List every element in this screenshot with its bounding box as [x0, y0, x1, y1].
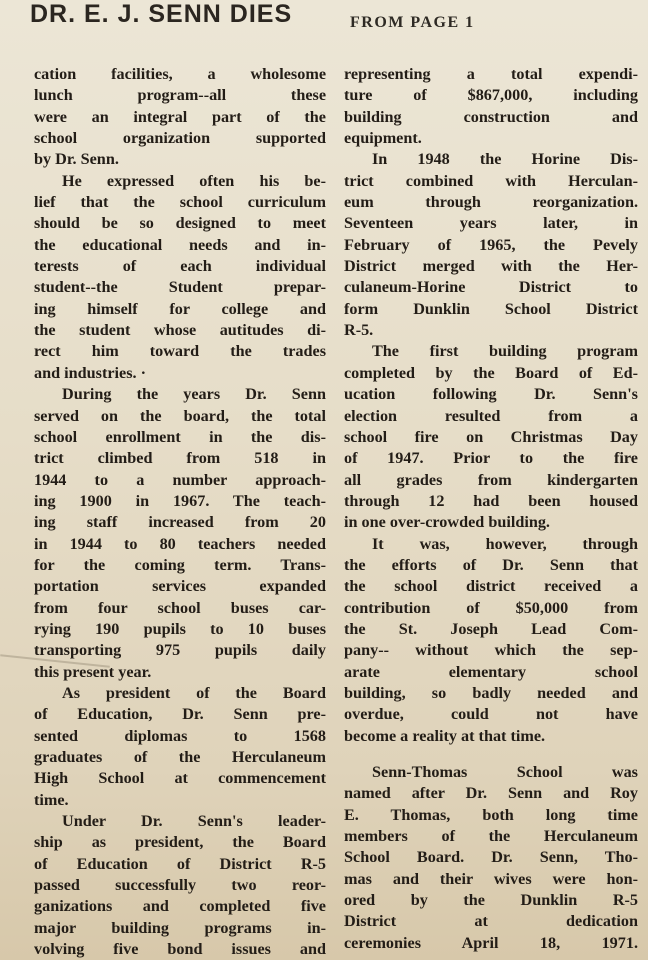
text-line: the student whose autitudes di- — [34, 321, 326, 340]
text-line: the St. Joseph Lead Com- — [344, 619, 638, 638]
text-line: passed successfully two reor- — [34, 876, 326, 895]
text-line: ing himself for college and — [34, 299, 326, 318]
article-column-right — [344, 64, 638, 954]
text-line: ture of $867,000, including — [344, 86, 638, 105]
text-line: in one over-crowded building. — [344, 513, 550, 532]
text-line: ucation following Dr. Senn's — [344, 385, 638, 404]
text-line: contribution of $50,000 from — [344, 598, 638, 617]
text-line: completed by the Board of Ed- — [344, 363, 638, 382]
text-line: become a reality at that time. — [344, 726, 546, 745]
text-line: ored by the Dunklin R-5 — [344, 891, 638, 910]
text-line: eum through reorganization. — [344, 193, 638, 212]
text-line: R-5. — [344, 321, 374, 340]
text-line: trict climbed from 518 in — [34, 449, 326, 468]
text-line: ceremonies April 18, 1971. — [344, 933, 638, 952]
text-line: overdue, could not have — [344, 705, 638, 724]
text-line: should be so designed to meet — [34, 214, 326, 233]
text-line: High School at commencement — [34, 769, 326, 788]
text-line: representing a total expendi- — [344, 65, 638, 83]
text-line: election resulted from a — [344, 406, 638, 425]
text-line: trict combined with Herculan- — [344, 171, 638, 190]
text-line: school fire on Christmas Day — [344, 427, 638, 446]
text-line: this present year. — [34, 662, 152, 681]
text-line: school organization supported — [34, 129, 326, 148]
text-line: As president of the Board — [62, 683, 326, 702]
text-line: pany-- without which the sep- — [344, 641, 638, 660]
text-line: of Education of District R-5 — [34, 854, 326, 873]
text-line: Under Dr. Senn's leader- — [62, 812, 326, 831]
text-line: rying 190 pupils to 10 buses — [34, 619, 326, 638]
text-line: ing 1900 in 1967. The teach- — [34, 491, 326, 510]
text-line: graduates of the Herculaneum — [34, 748, 326, 766]
text-line: mas and their wives were hon- — [344, 869, 638, 888]
text-line: terests of each individual — [34, 257, 326, 276]
text-line: the educational needs and in- — [34, 235, 326, 254]
text-line: It was, however, through — [372, 534, 638, 553]
text-line: through 12 had been housed — [344, 491, 638, 510]
text-line: all grades from kindergarten — [344, 470, 638, 489]
text-line: of 1947. Prior to the fire — [344, 449, 638, 468]
text-line: District merged with the Her- — [344, 257, 638, 276]
continuation-label: FROM PAGE 1 — [350, 14, 475, 31]
text-line: rect him toward the trades — [34, 342, 326, 361]
text-line: District at dedication — [344, 912, 638, 931]
text-line: ganizations and completed five — [34, 897, 326, 916]
text-line: building construction and — [344, 107, 638, 126]
text-line: the efforts of Dr. Senn that — [344, 555, 638, 574]
text-line: lunch program--all these — [34, 86, 326, 105]
text-line: members of the Herculaneum — [344, 827, 638, 846]
text-line: served on the board, the total — [34, 406, 326, 425]
text-line: lief that the school curriculum — [34, 193, 326, 212]
headline: DR. E. J. SENN DIES — [30, 0, 293, 28]
text-line: major building programs in- — [34, 918, 326, 937]
text-line: ing staff increased from 20 — [34, 513, 326, 532]
text-line: time. — [34, 790, 69, 809]
article-column-left — [34, 64, 326, 960]
text-line: sented diplomas to 1568 — [34, 726, 326, 745]
text-line: named after Dr. Senn and Roy — [344, 784, 638, 803]
text-line: The first building program — [372, 342, 638, 361]
text-line: school enrollment in the dis- — [34, 427, 326, 446]
text-line: arate elementary school — [344, 662, 638, 681]
text-line: equipment. — [344, 129, 422, 148]
text-line: form Dunklin School District — [344, 299, 638, 318]
text-line: portation services expanded — [34, 577, 326, 596]
text-line: of Education, Dr. Senn pre- — [34, 705, 326, 724]
text-line: in 1944 to 80 teachers needed — [34, 534, 326, 553]
text-line: building, so badly needed and — [344, 683, 638, 702]
text-line: Seventeen years later, in — [344, 214, 638, 233]
text-line: were an integral part of the — [34, 107, 326, 126]
text-line: E. Thomas, both long time — [344, 805, 638, 824]
text-line: ship as president, the Board — [34, 833, 326, 852]
text-line: During the years Dr. Senn — [62, 385, 326, 404]
text-line: transporting 975 pupils daily — [34, 641, 326, 660]
text-line: cation facilities, a wholesome — [34, 65, 326, 83]
text-line: student--the Student prepar- — [34, 278, 326, 297]
text-line: School Board. Dr. Senn, Tho- — [344, 848, 638, 867]
text-line: the school district received a — [344, 577, 638, 596]
text-line: for the coming term. Trans- — [34, 555, 326, 574]
text-line: volving five bond issues and — [34, 940, 326, 959]
text-line: from four school buses car- — [34, 598, 326, 617]
text-line: February of 1965, the Pevely — [344, 235, 638, 254]
text-line: Senn-Thomas School was — [372, 763, 638, 781]
text-line: and industries. · — [34, 363, 147, 382]
text-line: culaneum-Horine District to — [344, 278, 638, 297]
text-line: In 1948 the Horine Dis- — [372, 150, 638, 169]
text-line: by Dr. Senn. — [34, 150, 119, 169]
paragraph-gap — [344, 747, 638, 762]
text-line: He expressed often his be- — [62, 171, 326, 190]
text-line: 1944 to a number approach- — [34, 470, 326, 489]
